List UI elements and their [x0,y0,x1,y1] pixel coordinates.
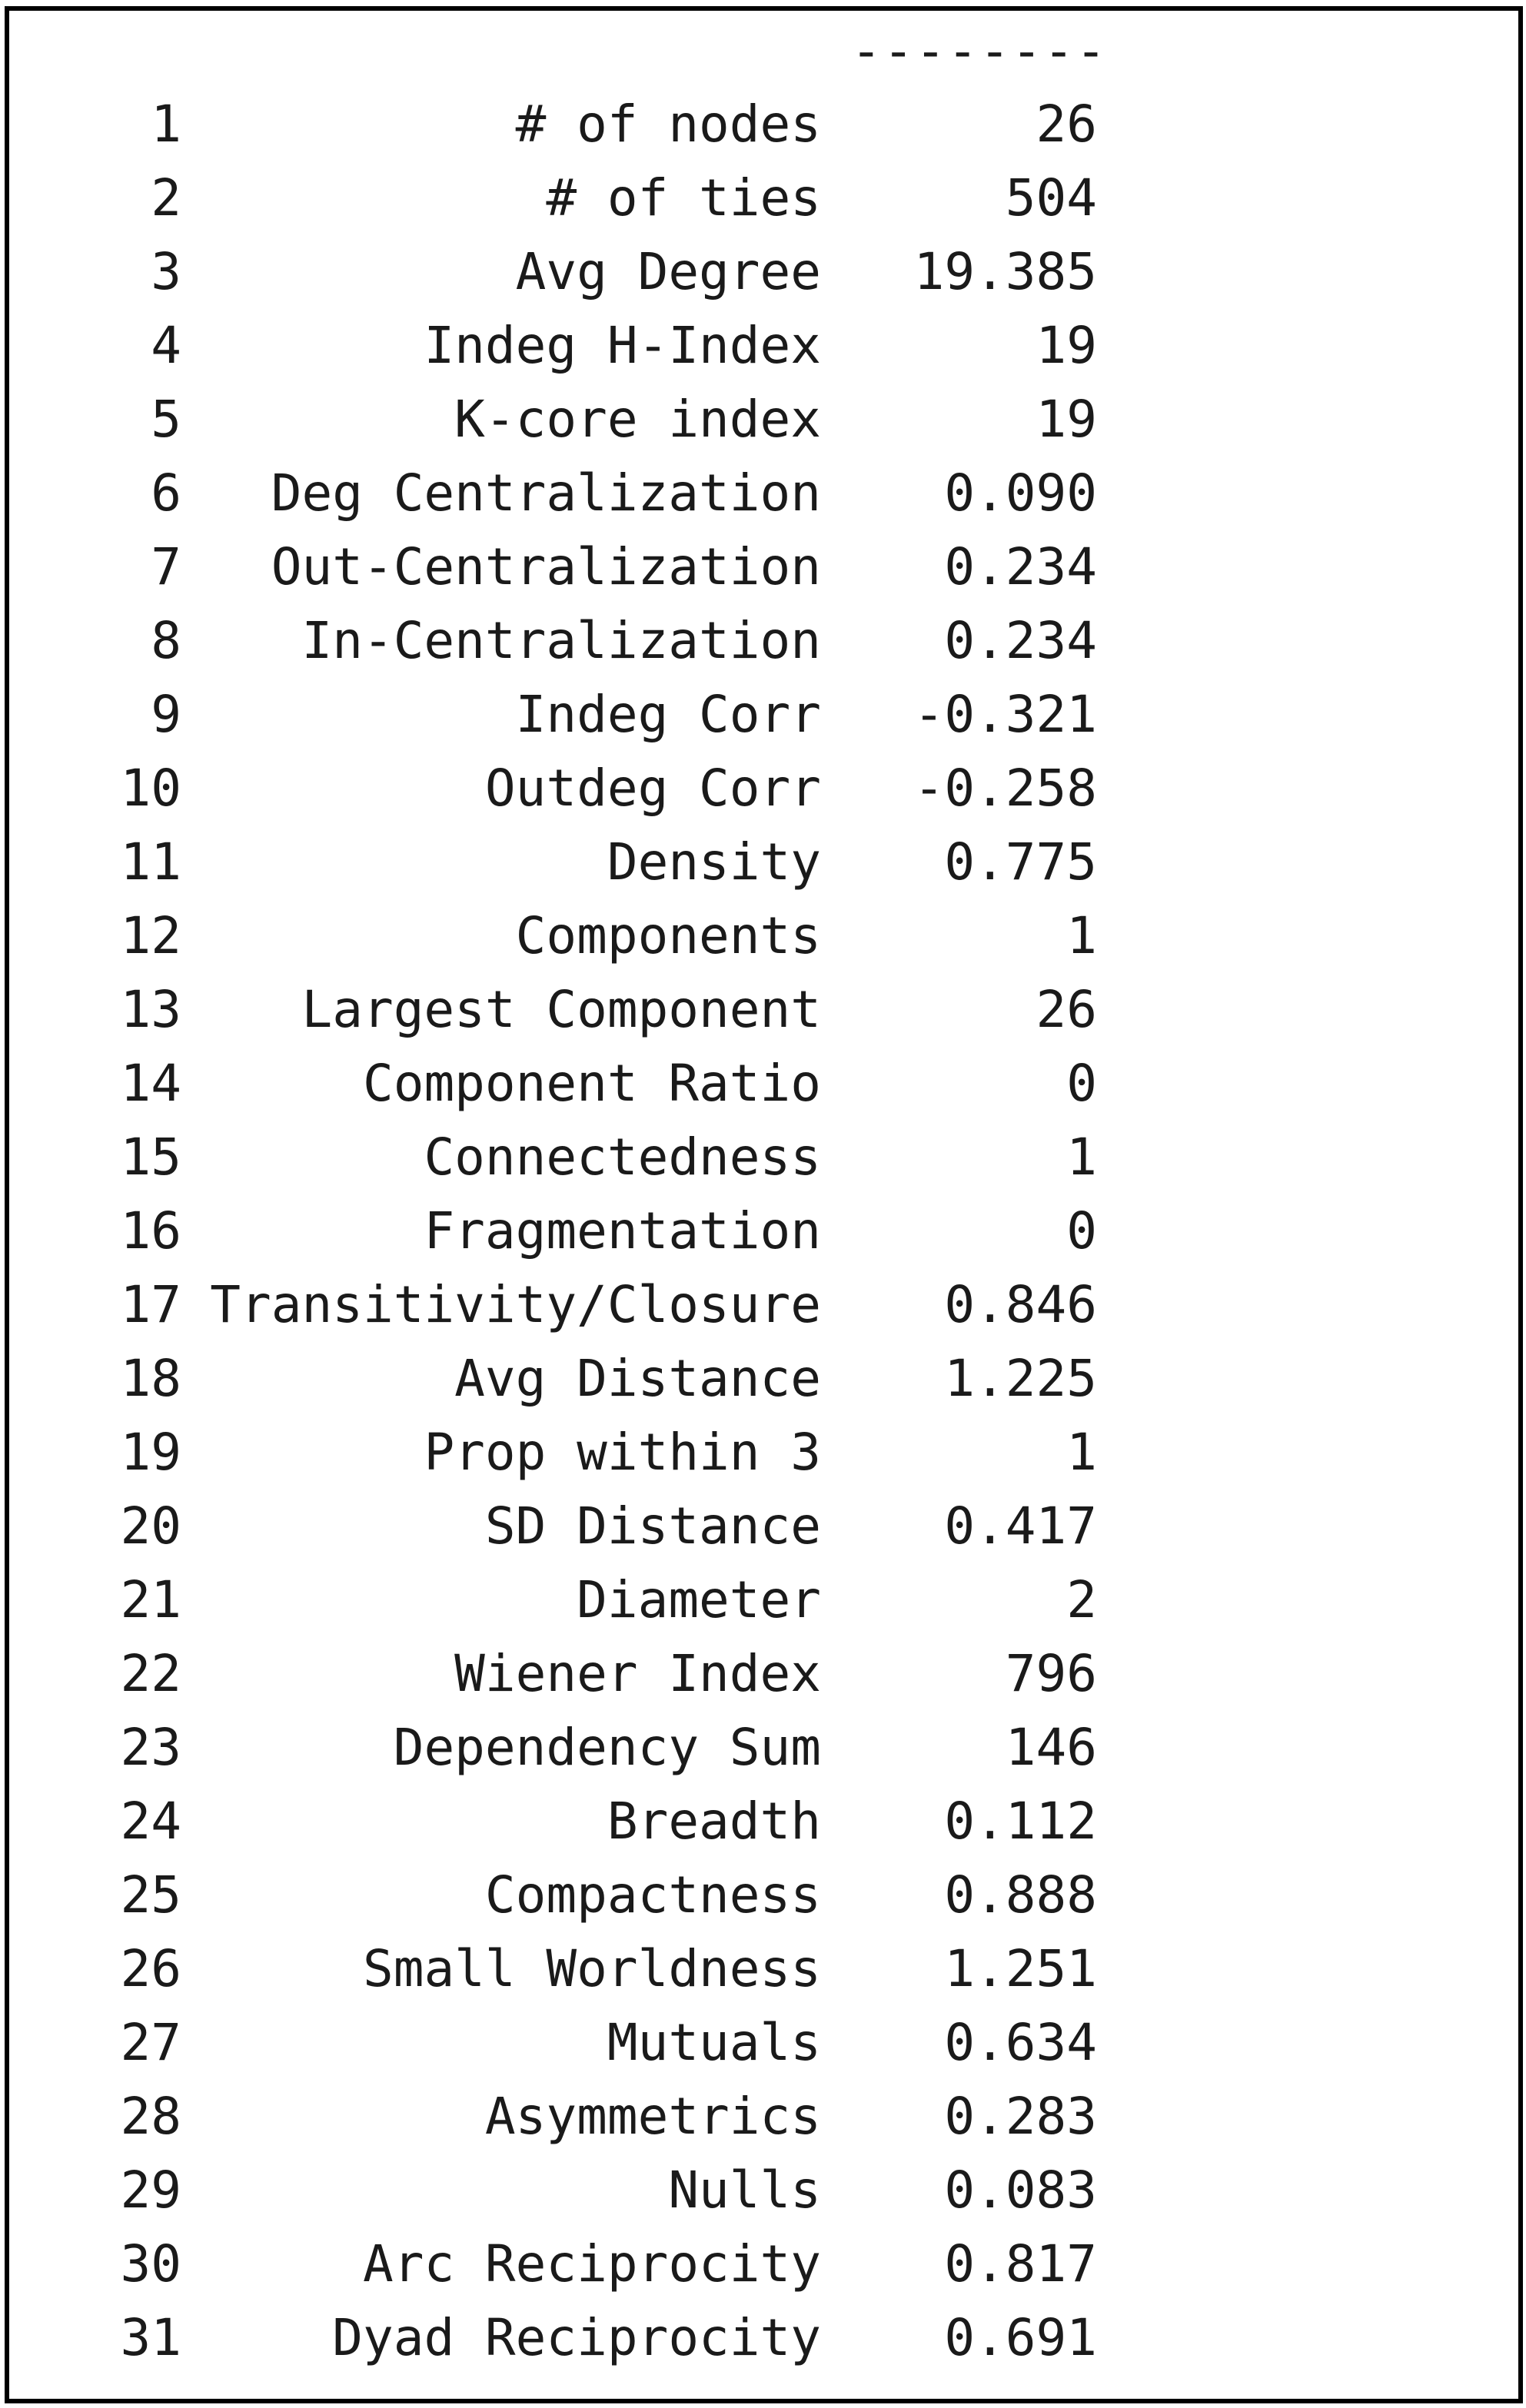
row-value: 19 [1036,316,1097,375]
row-label: Avg Degree [515,242,821,301]
row-index: 1 [151,95,181,154]
table-row [9,1047,1518,1121]
table-row [9,88,1518,161]
row-value: -0.321 [913,685,1097,744]
row-label: Indeg Corr [515,685,821,744]
row-label: # of nodes [515,95,821,154]
row-label: # of ties [546,168,821,228]
row-value: 0.634 [944,2013,1097,2072]
table-row [9,1342,1518,1416]
header-rule: -------- [851,22,1108,81]
row-value: 0.083 [944,2161,1097,2220]
row-index: 6 [151,463,181,523]
row-value: 0.234 [944,611,1097,670]
row-index: 12 [120,906,181,965]
table-row [9,309,1518,383]
table-row [9,161,1518,235]
row-index: 19 [120,1423,181,1482]
row-index: 28 [120,2087,181,2146]
table-row [9,752,1518,825]
row-value: 19 [1036,390,1097,449]
row-label: Dependency Sum [393,1718,821,1777]
row-index: 11 [120,832,181,892]
row-index: 7 [151,537,181,596]
row-label: Arc Reciprocity [362,2234,821,2293]
table-row [9,604,1518,678]
row-index: 30 [120,2234,181,2293]
row-index: 31 [120,2308,181,2367]
row-value: 796 [1005,1644,1097,1703]
row-index: 23 [120,1718,181,1777]
row-index: 21 [120,1570,181,1629]
row-label: Density [607,832,821,892]
row-label: Wiener Index [454,1644,821,1703]
table-row [9,1490,1518,1563]
row-index: 3 [151,242,181,301]
table-row [9,1711,1518,1785]
row-value: 146 [1005,1718,1097,1777]
row-label: Outdeg Corr [484,759,821,818]
row-label: Connectedness [424,1128,821,1187]
row-label: In-Centralization [301,611,821,670]
table-row [9,1121,1518,1194]
row-index: 16 [120,1201,181,1260]
row-label: Compactness [484,1865,821,1925]
row-label: Largest Component [301,980,821,1039]
table-row [9,899,1518,973]
row-value: 1 [1066,906,1097,965]
row-label: Nulls [668,2161,821,2220]
row-index: 26 [120,1939,181,1998]
table-row [9,2301,1518,2375]
table-row [9,2154,1518,2227]
row-index: 17 [120,1275,181,1334]
row-value: 1.225 [944,1349,1097,1408]
table-row [9,1637,1518,1711]
row-label: Breadth [607,1792,821,1851]
row-index: 9 [151,685,181,744]
row-label: Component Ratio [362,1054,821,1113]
table-row [9,1416,1518,1490]
row-value: 0.691 [944,2308,1097,2367]
row-value: 1 [1066,1423,1097,1482]
row-label: Prop within 3 [424,1423,821,1482]
row-value: 26 [1036,95,1097,154]
network-stats-table [9,11,1518,2399]
table-row [9,825,1518,899]
table-row [9,1194,1518,1268]
row-label: Mutuals [607,2013,821,2072]
table-row [9,457,1518,530]
table-row [9,383,1518,457]
row-index: 15 [120,1128,181,1187]
table-row [9,1268,1518,1342]
row-index: 5 [151,390,181,449]
table-row [9,1858,1518,1932]
row-value: 0.846 [944,1275,1097,1334]
table-row [9,678,1518,752]
row-index: 29 [120,2161,181,2220]
row-value: 1.251 [944,1939,1097,1998]
table-row [9,1563,1518,1637]
row-value: 19.385 [913,242,1097,301]
output-frame [5,6,1523,2403]
row-index: 2 [151,168,181,228]
row-value: 26 [1036,980,1097,1039]
row-value: 1 [1066,1128,1097,1187]
row-value: 0.283 [944,2087,1097,2146]
row-value: 0 [1066,1054,1097,1113]
row-index: 4 [151,316,181,375]
row-index: 10 [120,759,181,818]
row-value: 504 [1005,168,1097,228]
row-label: Asymmetrics [484,2087,821,2146]
row-value: 0.112 [944,1792,1097,1851]
row-value: 0 [1066,1201,1097,1260]
table-row [9,1932,1518,2006]
row-label: Components [515,906,821,965]
row-value: 2 [1066,1570,1097,1629]
table-row [9,1785,1518,1858]
row-value: 0.888 [944,1865,1097,1925]
row-index: 14 [120,1054,181,1113]
row-value: 0.775 [944,832,1097,892]
row-label: Deg Centralization [271,463,821,523]
row-index: 13 [120,980,181,1039]
row-index: 27 [120,2013,181,2072]
row-label: Transitivity/Closure [210,1275,821,1334]
row-index: 24 [120,1792,181,1851]
row-value: 0.234 [944,537,1097,596]
row-label: Fragmentation [424,1201,821,1260]
row-label: Indeg H-Index [424,316,821,375]
row-value: 0.817 [944,2234,1097,2293]
row-label: Avg Distance [454,1349,821,1408]
row-value: 0.417 [944,1496,1097,1556]
row-value: -0.258 [913,759,1097,818]
table-row [9,2080,1518,2154]
row-label: SD Distance [484,1496,821,1556]
row-index: 25 [120,1865,181,1925]
row-index: 22 [120,1644,181,1703]
row-label: K-core index [454,390,821,449]
row-value: 0.090 [944,463,1097,523]
row-label: Small Worldness [362,1939,821,1998]
table-row [9,973,1518,1047]
table-row [9,2006,1518,2080]
row-label: Out-Centralization [271,537,821,596]
row-index: 18 [120,1349,181,1408]
row-index: 8 [151,611,181,670]
row-label: Dyad Reciprocity [332,2308,821,2367]
row-label: Diameter [577,1570,821,1629]
table-row [9,2227,1518,2301]
table-row [9,530,1518,604]
row-index: 20 [120,1496,181,1556]
table-row [9,235,1518,309]
